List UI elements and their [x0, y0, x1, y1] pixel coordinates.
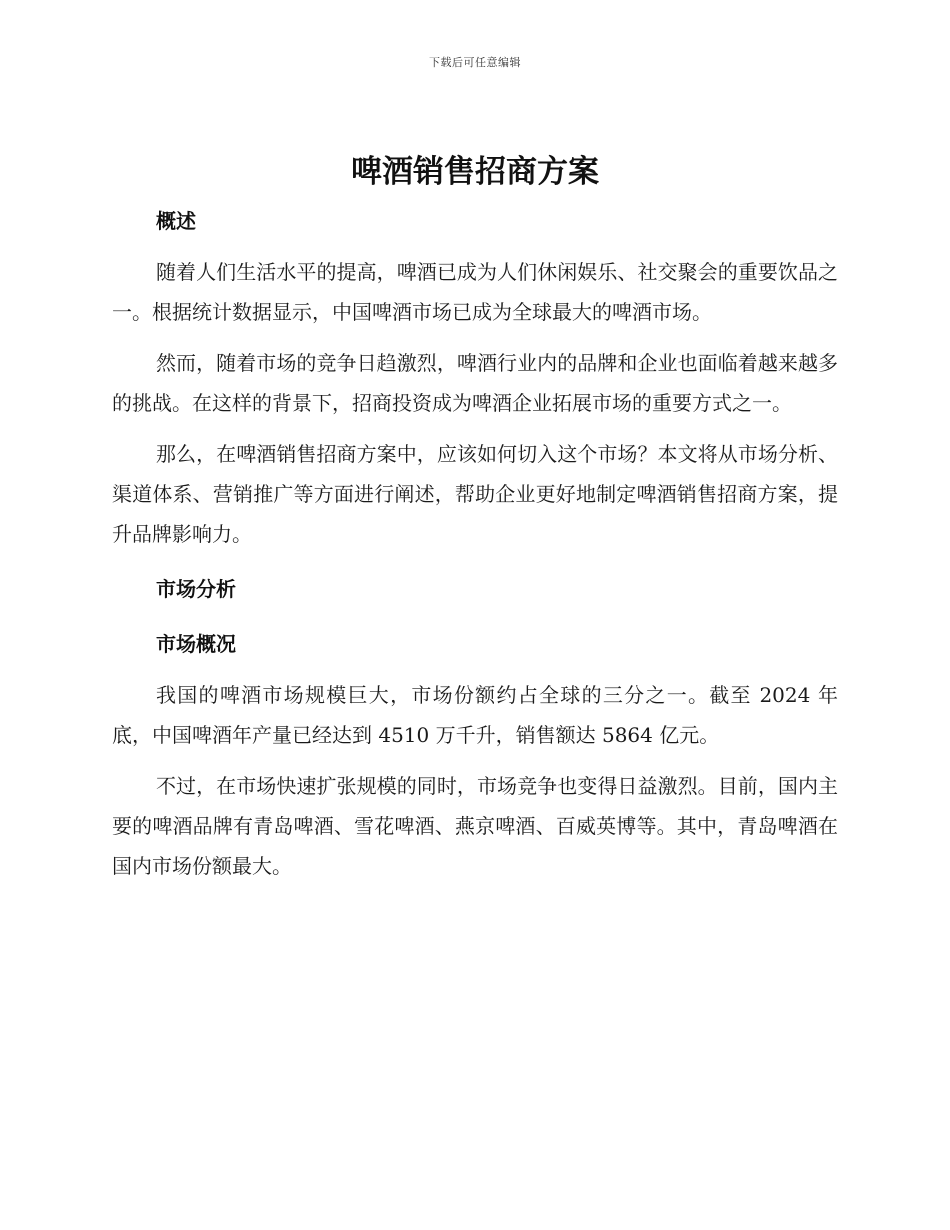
- document-title: 啤酒销售招商方案: [351, 154, 599, 190]
- paragraph: 那么，在啤酒销售招商方案中，应该如何切入这个市场？本文将从市场分析、渠道体系、营销推广等方面进行阐述，帮助企业更好地制定啤酒销售招商方案，提升品牌影响力。: [112, 442, 838, 546]
- document-body: [112, 201, 838, 886]
- paragraph: 我国的啤酒市场规模巨大，市场份额约占全球的三分之一。截至 2024 年底，中国啤酒年产量已经达到 4510 万千升，销售额达 5864 亿元。: [112, 683, 838, 747]
- paragraph: 然而，随着市场的竞争日趋激烈，啤酒行业内的品牌和企业也面临着越来越多的挑战。在这样的背景下，招商投资成为啤酒企业拓展市场的重要方式之一。: [112, 351, 838, 415]
- section-heading-market-analysis: 市场分析: [156, 577, 236, 601]
- paragraph: 随着人们生活水平的提高，啤酒已成为人们休闲娱乐、社交聚会的重要饮品之一。根据统计数据显示，中国啤酒市场已成为全球最大的啤酒市场。: [112, 260, 838, 324]
- paragraph: 不过，在市场快速扩张规模的同时，市场竞争也变得日益激烈。目前，国内主要的啤酒品牌有青岛啤酒、雪花啤酒、燕京啤酒、百威英博等。其中，青岛啤酒在国内市场份额最大。: [112, 774, 838, 878]
- header-note: 下载后可任意编辑: [429, 56, 521, 69]
- section-heading-market-overview: 市场概况: [156, 632, 236, 656]
- section-heading-overview: 概述: [156, 209, 196, 233]
